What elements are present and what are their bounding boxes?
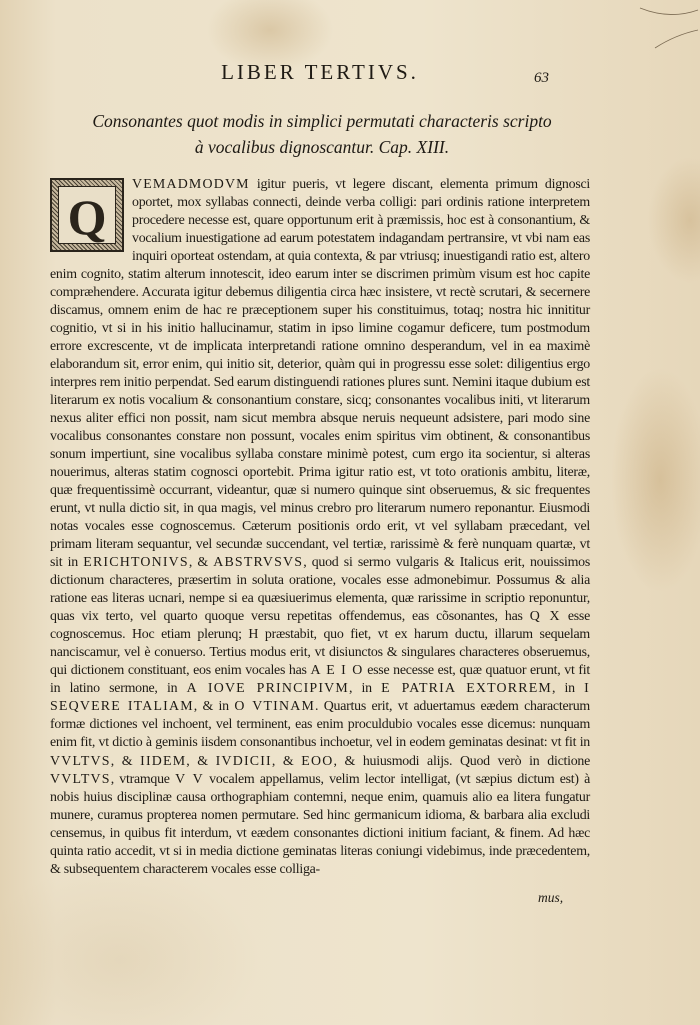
text-run: , & [271, 753, 302, 769]
example-phrase: I SEQVERE ITALIAM [50, 681, 590, 715]
paragraph [50, 176, 590, 879]
text-run: , & [188, 555, 214, 571]
text-run: esse cognoscemus. Hoc etiam plerunq; H præstabit, quo fiet, vt ex harum ductu, illarum sequelam nanciscamur, vel è conuerso. Tertius modus erit, vt disiunctos & singulares characteres obseruemus, qui dictionem constituant, eos enim vocales has [50, 609, 591, 679]
text-run: , in [348, 681, 382, 697]
text-run: igitur pueris, vt legere discant, elementa primum dignosci oportet, mox syllabas connecti, deinde verba colligi: pari ordinis ratione interpretem procedere necesse est, quare opportunum erit à præmissis, hoc est à consonantium, & vocalium inuestigatione ad earum potestatem indagandam pertransire, vt vbi nam eas inquiri oporteat ostendam, at quia contexta, & par vtriusq; inuestigandi ratio est, altero enim cognito, statim alterum innotescit, ideo earum inter se discrimen primùm visum est hoc capite compræhendere. Accurata igitur debemus diligentia circa hæc insistere, vt rectè scrutari, & secernere discamus, omnem enim de hac re præceptionem super his constituimus, totaq; nostra hic innititur cognitio, vt si in his initio hallucinamur, statim in ipso limine cogamur deficere, tum postmodum errore excrescente, vt de implicata interpretandi ratione omnino desperandum, vel in ea maximè elaborandum sit, error enim, qui initio sit, deterior, quàm qui in progressu esse solet: diligentius ergo interpres rem initio perpendat. Sed earum distinguendi rationes plures sunt. Nemini itaque dubium est literarum ex notis vocalium & consonantium constare, sicq; consonantes vocalibus initi, vt literarum nexus aliter effici non possit, nam sicut membra absque neruis nequeunt adsistere, pari modo sine vocalibus consonantes constare non possunt, vocales enim spiritus vim obtinent, & consonantibus sonum impertiunt, sine vocalibus syllaba constare minimè potest, cum ergo ita socientur, si alteras nouerimus, alteras statim cognosci oportebit. Prima igitur ratio est, vt toto orationis ambitu, literæ, quæ frequentissimè occurrant, videantur, quæ si numero quinque sint obseruemus, & sic frequentes erunt, vt nulla dictio sit, in qua magis, vel minus crebro pro literarum numero reponantur. Eiusmodi notas vocales esse cognoscemus. Cæterum positionis ordo erit, vt vel syllabam præcedant, vel primam literam sequantur, vel secundæ succendant, vel tertiæ, rarissimè & ferè nunquam quartæ, vt sit in [50, 177, 590, 571]
example-word: VVLTVS [50, 771, 111, 787]
text-run: , & [186, 753, 216, 769]
body-text [50, 176, 590, 879]
chapter-title-line-2: à vocalibus dignoscantur. Cap. XIII. [194, 137, 450, 157]
example-word: EOO [301, 753, 334, 769]
text-run: esse necesse est, quæ quatuor erunt, vt fit in latino sermone, in [50, 663, 590, 697]
example-phrase: E PATRIA EXTORREM [381, 681, 552, 697]
page-number: 63 [534, 70, 549, 86]
example-name: ERICHTONIVS [83, 555, 189, 571]
example-phrase: A IOVE PRINCIPIVM [186, 681, 349, 697]
initial-letter: Q [58, 186, 116, 244]
text-run: , & in [193, 699, 235, 715]
example-word: IIDEM [140, 753, 187, 769]
text-run: , vtramque [110, 771, 176, 787]
paper-crease-decoration [580, 0, 700, 70]
example-word: IVDICII [215, 753, 272, 769]
text-run: vocalem appellamus, velim lector intelligat, (vt sæpius dictum est) à nobis huius disciplinæ causa orthographiam contemni, neque enim, quamuis alio ea litera fungatur munere, curamus propterea nomen permutare. Sed hinc germanicum idioma, & barbara alia excludi censemus, in quibus fit interdum, vt eædem consonantes dictioni initium faciant, & finem. Ad hæc quinta ratio accedit, vt si in media dictione geminatas literas coniungi videbimus, inde præcedentem, & subsequentem characterem vocales esse colliga- [50, 771, 591, 877]
text-run: , in [551, 681, 585, 697]
text-run: . Quartus erit, vt aduertamus eædem characterum formæ dictiones vel inchoent, vel terminent, eas enim proculdubio vocales esse dicemus: nunquam enim fit, vt dictio à geminis iisdem consonantibus inchoetur, vel in eodem geminatas desinat: vt fit in [50, 699, 590, 751]
example-letters: A E I O [310, 663, 364, 679]
example-letters: Q X [529, 609, 561, 625]
chapter-title [52, 108, 592, 160]
catchword: mus, [538, 890, 564, 905]
ornate-initial-icon [50, 178, 124, 252]
opening-word: VEMADMODVM [132, 177, 250, 192]
text-run: , quod si sermo vulgaris & Italicus erit, nouissimos dictionum characteres, præsertim in soluta oratione, vocales esse admonebimur. Possumus & alia ratione eas literas ucnari, nempe si ea quæsiuerimus elementa, quæ rarissime in scriptio reponuntur, quas vix terto, vel quarto quoque versu repetitas offendemus, eas cõsonantes, has [50, 555, 590, 625]
chapter-title-line-1: Consonantes quot modis in simplici permutati characteris scripto [92, 111, 552, 131]
example-letters: V V [175, 771, 204, 787]
text-run: , & [110, 753, 141, 769]
example-name: ABSTRVSVS [213, 555, 304, 571]
example-word: VVLTVS [50, 753, 111, 769]
example-phrase: O VTINAM [234, 699, 316, 715]
running-title: LIBER TERTIVS. [221, 60, 419, 84]
text-run: , & huiusmodi alijs. Quod verò in dictione [333, 753, 591, 769]
